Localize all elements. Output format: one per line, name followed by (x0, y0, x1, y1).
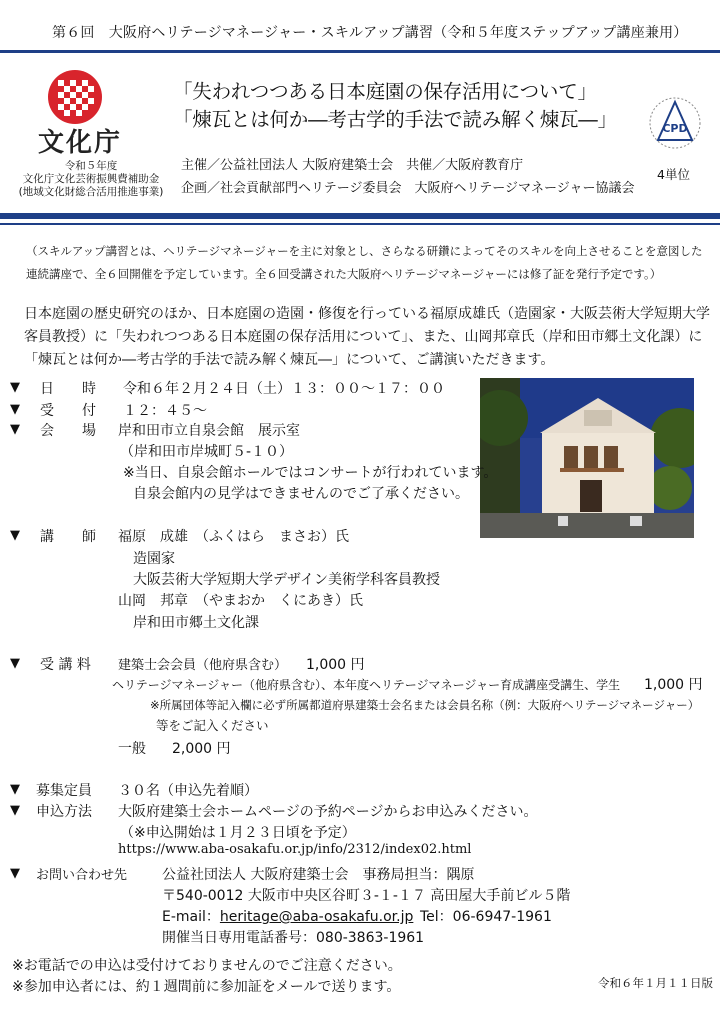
sponsor-block (16, 160, 166, 199)
sponsor-line: (地域文化財総合活用推進事業) (18, 186, 164, 198)
reception-label: 受 付 (40, 403, 96, 419)
lecture-title-2: 「煉瓦とは何か―考古学的手法で読み解く煉瓦―」 (173, 108, 617, 131)
apply-note: （※申込開始は１月２３日頃を予定） (120, 825, 356, 841)
fee-general-amount: 2,000 円 (172, 741, 231, 757)
sponsor-line: 令和５年度 (64, 160, 118, 172)
bullet-marker: ▼ (10, 402, 20, 417)
series-title: 第６回 大阪府ヘリテージマネージャー・スキルアップ講習（令和５年度ステップアップ講座兼用） (52, 25, 688, 41)
bullet-marker: ▼ (10, 866, 20, 881)
description-line: 客員教授）に「失われつつある日本庭園の保存活用について」、また、山岡邦章氏（岸和田市郷土文化課）に (24, 329, 703, 345)
contact-org: 公益社団法人 大阪府建築士会 事務局担当：隅原 (162, 867, 475, 883)
lecturer-role: 岸和田市郷土文化課 (133, 615, 259, 631)
venue-note: ※当日、自泉会館ホールではコンサートが行われています。 (123, 465, 498, 481)
header-divider-thick (0, 213, 720, 219)
fee-hm-category: ヘリテージマネージャー（他府県含む）、本年度ヘリテージマネージャー育成講座受講生、学生 (112, 678, 621, 692)
lecturer-name: 山岡 邦章 （やまおか くにあき）氏 (118, 593, 363, 609)
contact-email-label: E-mail： (162, 909, 220, 925)
apply-url-link[interactable]: https://www.aba-osakafu.or.jp/info/2312/index02.html (118, 842, 472, 857)
capacity-value: ３０名（申込先着順） (118, 783, 258, 799)
venue-label: 会 場 (40, 423, 96, 439)
bullet-marker: ▼ (10, 422, 20, 437)
contact-email-row (162, 906, 413, 926)
lecturer-role: 造園家 (133, 551, 175, 567)
apply-label: 申込方法 (36, 804, 92, 820)
contact-address: 〒540-0012 大阪市中央区谷町３-１-１７ 高田屋大手前ビル５階 (162, 888, 571, 904)
description-line: 「煉瓦とは何か―考古学的手法で読み解く煉瓦―」について、ご講演いただきます。 (24, 352, 555, 368)
fee-note: 等をご記入ください (156, 718, 269, 733)
logo-text: 文化庁 (38, 128, 123, 158)
fee-member-amount: 1,000 円 (306, 657, 365, 673)
header-divider-thin (0, 223, 720, 225)
venue-name: 岸和田市立自泉会館 展示室 (118, 423, 300, 439)
contact-tel: Tel：06-6947-1961 (420, 909, 552, 925)
planning-line: 企画／社会貢献部門ヘリテージ委員会 大阪府ヘリテージマネージャー協議会 (181, 181, 635, 196)
apply-value: 大阪府建築士会ホームページの予約ページからお申込みください。 (118, 804, 538, 820)
bullet-marker: ▼ (10, 656, 20, 671)
cpd-label: CPD (662, 122, 688, 135)
bullet-marker: ▼ (10, 782, 20, 797)
reception-value: １２：４５～ (123, 403, 207, 419)
top-divider (0, 50, 720, 53)
contact-label: お問い合わせ先 (36, 868, 128, 883)
fee-member-category: 建築士会会員（他府県含む） (118, 658, 288, 673)
footer-note: ※参加申込者には、約１週間前に参加証をメールで送ります。 (12, 979, 401, 995)
date-value: 令和６年２月２４日（土）１３：００～１７：００ (123, 381, 445, 397)
bullet-marker: ▼ (10, 803, 20, 818)
organizer-line: 主催／公益社団法人 大阪府建築士会 共催／大阪府教育庁 (181, 158, 524, 173)
venue-address: （岸和田市岸城町５-１０） (120, 444, 294, 460)
fee-label: 受 講 料 (40, 657, 91, 673)
fee-note: ※所属団体等記入欄に必ず所属都道府県建築士会名または会員名称（例：大阪府ヘリテージマネージャー） (150, 698, 700, 712)
lecturer-label: 講 師 (40, 529, 96, 545)
cpd-badge-icon (648, 96, 702, 150)
date-label: 日 時 (40, 381, 96, 397)
capacity-label: 募集定員 (36, 783, 92, 799)
sponsor-line: 文化庁文化芸術振興費補助金 (22, 173, 160, 185)
fee-general-category: 一般 (118, 741, 146, 757)
venue-photo (480, 378, 694, 538)
bunkacho-logo-icon (46, 68, 104, 126)
intro-line: （スキルアップ講習とは、ヘリテージマネージャーを主に対象とし、さらなる研鑽によってそのスキルを向上させることを意図した (26, 244, 703, 258)
lecture-title-1: 「失われつつある日本庭園の保存活用について」 (173, 80, 597, 103)
lecturer-name: 福原 成雄 （ふくはら まさお）氏 (118, 529, 349, 545)
lecturer-role: 大阪芸術大学短期大学デザイン美術学科客員教授 (133, 572, 441, 588)
fee-hm-amount: 1,000 円 (644, 677, 703, 693)
issue-date: 令和６年１月１１日版 (598, 976, 713, 990)
description-line: 日本庭園の歴史研究のほか、日本庭園の造園・修復を行っている福原成雄氏（造園家・大阪芸術大学短期大学 (24, 306, 710, 322)
contact-email-link[interactable]: heritage@aba-osakafu.or.jp (219, 909, 414, 925)
venue-note: 自泉会館内の見学はできませんのでご了承ください。 (133, 486, 469, 502)
footer-note: ※お電話での申込は受付けておりませんのでご注意ください。 (12, 958, 402, 974)
cpd-units: 4単位 (657, 167, 690, 182)
contact-dayphone: 開催当日専用電話番号：080-3863-1961 (162, 930, 425, 946)
bullet-marker: ▼ (10, 380, 20, 395)
intro-line: 連続講座で、全６回開催を予定しています。全６回受講された大阪府ヘリテージマネージャーには修了証を発行予定です。） (26, 267, 662, 281)
bullet-marker: ▼ (10, 528, 20, 543)
